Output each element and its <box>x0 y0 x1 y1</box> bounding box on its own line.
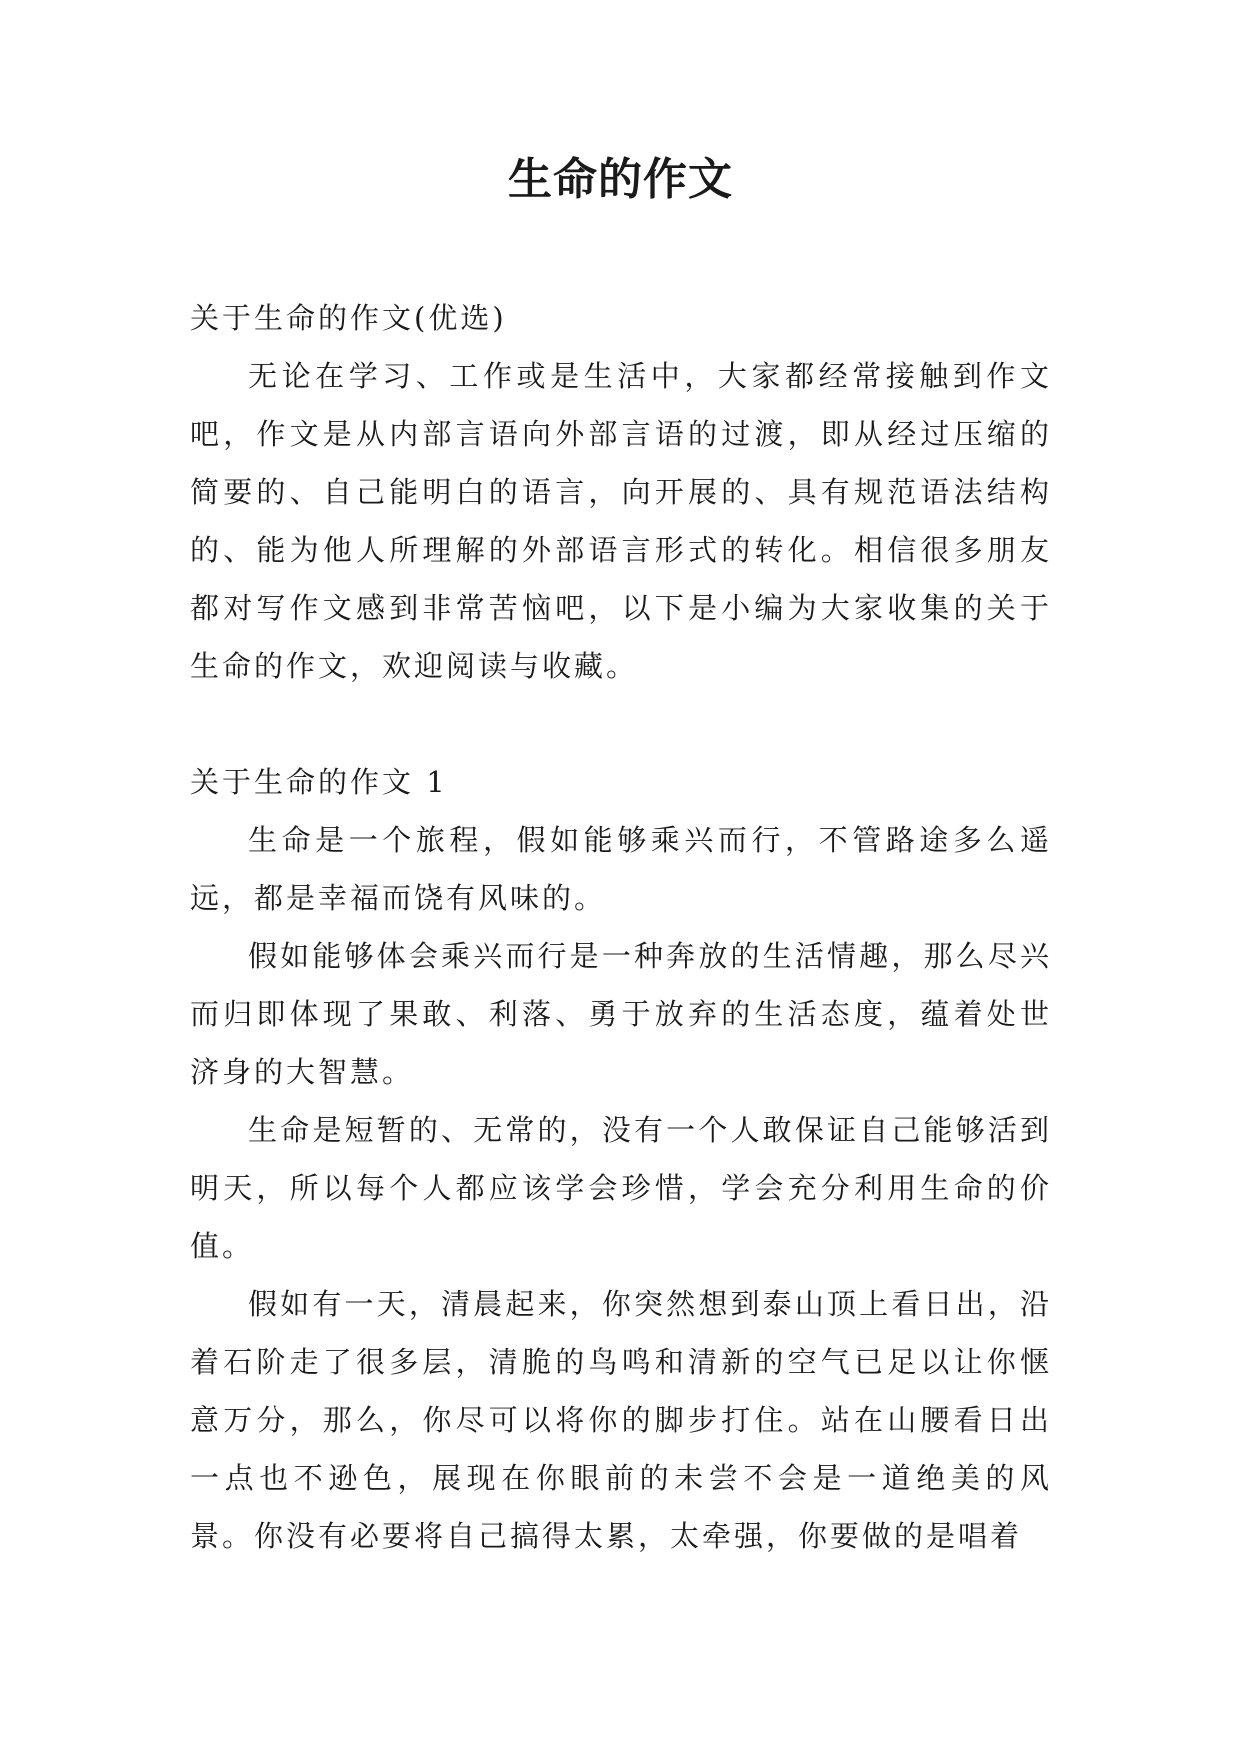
intro-paragraph: 无论在学习、工作或是生活中，大家都经常接触到作文吧，作文是从内部言语向外部言语的过渡，即从经过压缩的简要的、自己能明白的语言，向开展的、具有规范语法结构的、能为他人所理解的外部语言形式的转化。相信很多朋友都对写作文感到非常苦恼吧，以下是小编为大家收集的关于生命的作文，欢迎阅读与收藏。 <box>190 359 1052 683</box>
section-paragraph: 生命是一个旅程，假如能够乘兴而行，不管路途多么遥远，都是幸福而饶有风味的。 <box>190 823 1052 915</box>
section-spacer <box>190 695 1052 753</box>
section-paragraph: 假如能够体会乘兴而行是一种奔放的生活情趣，那么尽兴而归即体现了果敢、利落、勇于放弃的生活态度，蕴着处世济身的大智慧。 <box>190 939 1052 1089</box>
document-body <box>190 289 1052 1565</box>
intro-heading: 关于生命的作文(优选) <box>190 301 507 335</box>
section-heading: 关于生命的作文 1 <box>190 765 448 799</box>
section-paragraph: 假如有一天，清晨起来，你突然想到泰山顶上看日出，沿着石阶走了很多层，清脆的鸟鸣和清新的空气已足以让你惬意万分，那么，你尽可以将你的脚步打住。站在山腰看日出一点也不逊色，展现在你眼前的未尝不会是一道绝美的风景。你没有必要将自己搞得太累，太牵强，你要做的是唱着 <box>190 1287 1052 1553</box>
document-title: 生命的作文 <box>508 154 733 205</box>
section-paragraph: 生命是短暂的、无常的，没有一个人敢保证自己能够活到明天，所以每个人都应该学会珍惜，学会充分利用生命的价值。 <box>190 1113 1052 1263</box>
